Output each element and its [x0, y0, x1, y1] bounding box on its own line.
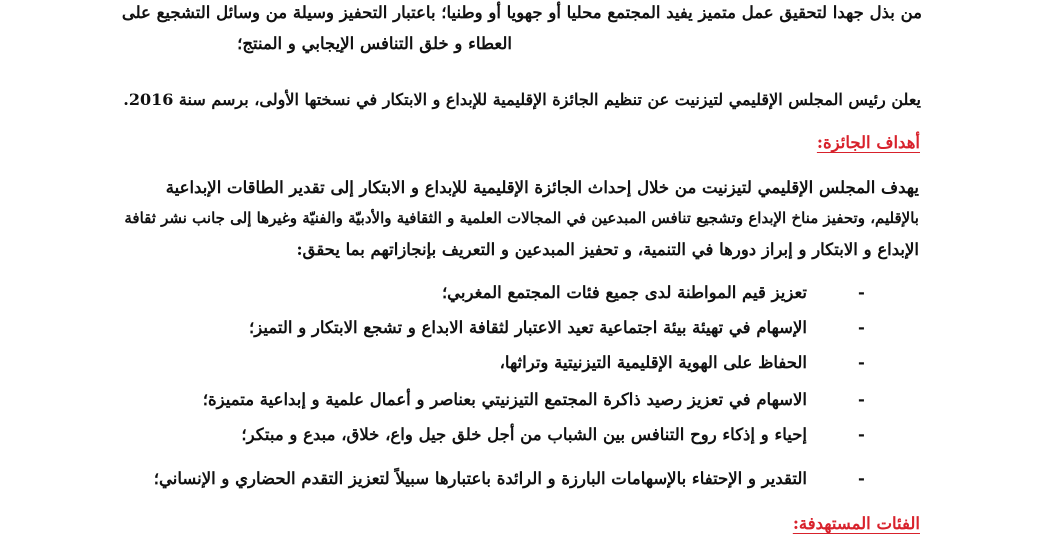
- bullet-dash: -: [858, 318, 865, 337]
- goals-heading: أهداف الجائزة:: [816, 133, 920, 152]
- bullet-item: الاسهام في تعزيز رصيد ذاكرة المجتمع التيزنيتي بعناصر و أعمال علمية و إبداعية متميزة؛: [202, 390, 807, 409]
- bullet-dash: -: [858, 283, 865, 302]
- bullet-item: التقدير و الإحتفاء بالإسهامات البارزة و الرائدة باعتبارها سبيلاً لتعزيز التقدم الحضاري و الإنساني؛: [153, 469, 807, 488]
- bullet-item: تعزيز قيم المواطنة لدى جميع فئات المجتمع المغربي؛: [441, 283, 807, 302]
- bullet-item: الإسهام في تهيئة بيئة اجتماعية تعيد الاعتبار لثقافة الابداع و تشجع الابتكار و التميز؛: [249, 318, 807, 337]
- goals-paragraph-line-1: يهدف المجلس الإقليمي لتيزنيت من خلال إحداث الجائزة الإقليمية للإبداع و الابتكار إلى تقدير الطاقات الإبداعية: [165, 178, 919, 197]
- bullet-dash: -: [858, 425, 865, 444]
- bullet-dash: -: [858, 390, 865, 409]
- intro-line-2: العطاء و خلق التنافس الإيجابي و المنتج؛: [237, 34, 512, 53]
- bullet-item: الحفاظ على الهوية الإقليمية التيزنيتية وتراثها،: [499, 353, 807, 372]
- bullet-dash: -: [858, 353, 865, 372]
- bullet-item: إحياء و إذكاء روح التنافس بين الشباب من أجل خلق جيل واع، خلاق، مبدع و مبتكر؛: [241, 425, 807, 444]
- intro-line-1: من بذل جهدا لتحقيق عمل متميز يفيد المجتمع محليا أو جهويا أو وطنيا؛ باعتبار التحفيز وسيلة من وسائل التشجيع على: [121, 3, 922, 22]
- goals-paragraph-line-2: بالإقليم، وتحفيز مناخ الإبداع وتشجيع تنافس المبدعين في المجالات العلمية و الثقافية والأدبيّة والفنيّة وغيرها إلى جانب نشر ثقافة: [124, 209, 919, 227]
- goals-paragraph-line-3: الإبداع و الابتكار و إبراز دورها في التنمية، و تحفيز المبدعين و التعريف بإنجازاتهم بما يحقق:: [296, 240, 919, 259]
- target-categories-heading: الفئات المستهدفة:: [792, 514, 920, 533]
- bullet-dash: -: [858, 469, 865, 488]
- announcement-text: يعلن رئيس المجلس الإقليمي لتيزنيت عن تنظيم الجائزة الإقليمية للإبداع و الابتكار في نسختها الأولى، برسم سنة 2016.: [123, 90, 921, 109]
